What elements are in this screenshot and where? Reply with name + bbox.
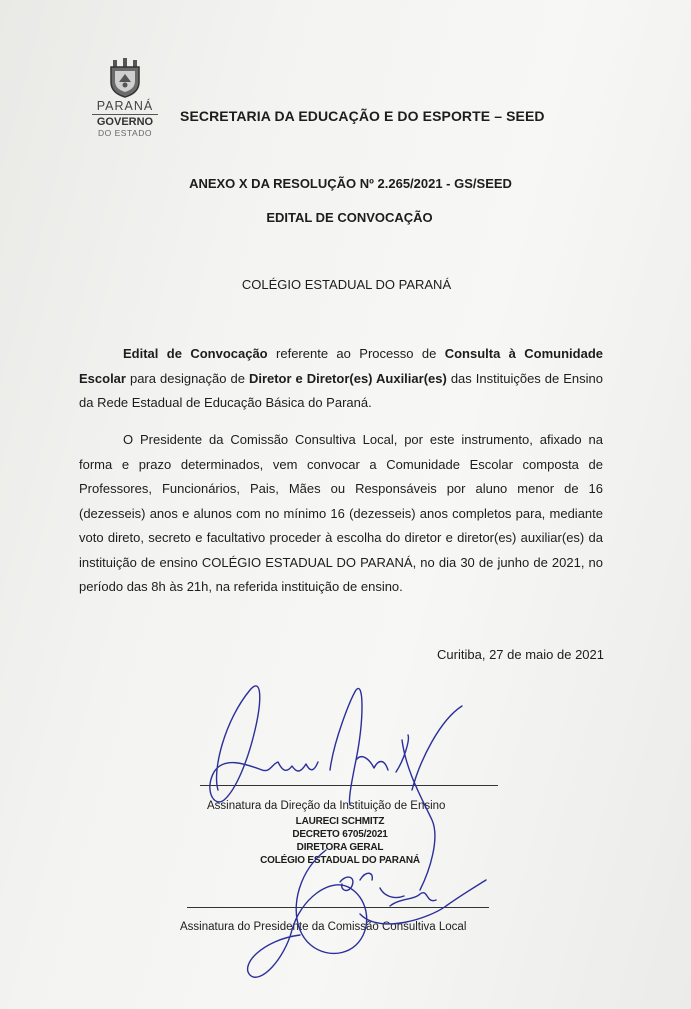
header-title: SECRETARIA DA EDUCAÇÃO E DO ESPORTE – SEED: [180, 108, 545, 124]
stamp-line: DIRETORA GERAL: [296, 842, 384, 853]
signature-line-direcao: [200, 785, 498, 786]
paragraph-body-text: O Presidente da Comissão Consultiva Local, por este instrumento, afixado na forma e prazo determinados, vem convocar a Comunidade Escolar composta de Professores, Funcionários, Pais, Mães ou Responsáveis por aluno menor de 16 (dezesseis) anos e alunos com no mínimo 16 (dezesseis) anos completos para, mediante voto direto, secreto e facultativo proceder à escolha do diretor e diretor(es) auxiliar(es) da instituição de ensino COLÉGIO ESTADUAL DO PARANÁ, no dia 30 de junho de 2021, no período das 8h às 21h, na referida instituição de ensino.: [79, 432, 603, 594]
bold-diretor: Diretor e Diretor(es) Auxiliar(es): [248, 370, 447, 386]
bold-edital: Edital de Convocação: [123, 346, 268, 361]
president-signature-stroke: [248, 850, 367, 977]
president-signature-stroke: [360, 880, 486, 924]
signature-caption-direcao: Assinatura da Direção da Instituição de Ensino: [207, 800, 446, 812]
text-run: para designação de: [125, 370, 249, 386]
paragraph-intro: [79, 342, 603, 416]
paragraph-body: [79, 428, 603, 600]
text-run: referente ao Processo de: [267, 346, 445, 361]
parana-government-logo: [86, 58, 164, 138]
president-signature-stroke: [340, 873, 436, 906]
stamp-line: COLÉGIO ESTADUAL DO PARANÁ: [260, 855, 420, 866]
logo-governo: GOVERNO: [92, 114, 158, 128]
signature-line-presidente: [187, 907, 489, 908]
bold-consulta: Consulta à Comunidade Escolar: [79, 346, 604, 386]
school-name: COLÉGIO ESTADUAL DO PARANÁ: [241, 277, 452, 292]
director-signature-stroke: [330, 688, 388, 805]
text-run: das Instituições de Ensino da Rede Estadual de Educação Básica do Paraná.: [79, 370, 603, 410]
edital-title: EDITAL DE CONVOCAÇÃO: [266, 210, 433, 225]
logo-state-name: PARANÁ: [96, 99, 154, 113]
coat-of-arms-icon: [105, 58, 145, 98]
stamp-line: DECRETO 6705/2021: [292, 829, 388, 840]
document-date: Curitiba, 27 de maio de 2021: [437, 647, 604, 662]
annex-reference: ANEXO X DA RESOLUÇÃO Nº 2.265/2021 - GS/SEED: [189, 176, 512, 191]
stamp-line: LAURECI SCHMITZ: [295, 816, 385, 827]
director-stamp: [230, 815, 450, 867]
logo-do-estado: DO ESTADO: [98, 128, 152, 138]
signature-caption-presidente: Assinatura do Presidente da Comissão Consultiva Local: [180, 921, 467, 933]
